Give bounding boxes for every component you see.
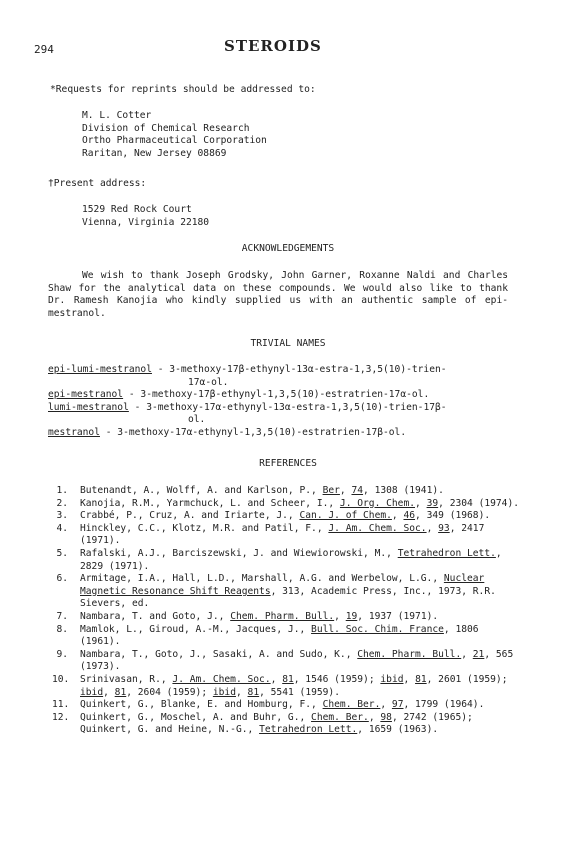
- reference-item: [52, 573, 522, 611]
- citation-underlined: ibid: [80, 686, 104, 698]
- reference-item: [52, 624, 522, 649]
- citation-underlined: 98: [380, 711, 392, 723]
- reference-item: [52, 674, 522, 699]
- reference-text: Butenandt, A., Wolff, A. and Karlson, P., Ber, 74, 1308 (1941).: [80, 485, 444, 496]
- reprints-address: [82, 110, 267, 160]
- trivial-name: lumi-mestranol: [48, 401, 129, 413]
- citation-underlined: 97: [391, 699, 404, 711]
- reference-text: Hinckley, C.C., Klotz, M.R. and Patil, F., J. Am. Chem. Soc., 93, 2417 (1971).: [80, 522, 485, 547]
- reference-text: Nambara, T. and Goto, J., Chem. Pharm. Bull., 19, 1937 (1971).: [80, 610, 439, 622]
- address-line: Division of Chemical Research: [82, 122, 250, 134]
- references-list: [52, 485, 522, 737]
- address-line: M. L. Cotter: [82, 110, 152, 121]
- address-line: 1529 Red Rock Court: [82, 204, 192, 215]
- citation-underlined: Chem. Pharm. Bull.: [357, 648, 462, 660]
- reference-text: Mamlok, L., Giroud, A.-M., Jacques, J., Bull. Soc. Chim. France, 1806 (1961).: [80, 623, 479, 648]
- reference-item: [52, 712, 522, 737]
- citation-underlined: 21: [472, 648, 485, 660]
- trivial-name-entry: [48, 364, 518, 377]
- reference-number: 10.: [52, 673, 70, 685]
- reference-number: 4.: [56, 522, 68, 534]
- trivial-name-continuation: 17α-ol.: [188, 376, 229, 388]
- citation-underlined: 74: [351, 485, 364, 496]
- trivial-name-entry: [48, 389, 518, 402]
- citation-underlined: Chem. Ber.: [311, 711, 369, 723]
- citation-underlined: Ber: [322, 485, 340, 496]
- citation-underlined: Bull. Soc. Chim. France: [311, 623, 444, 635]
- acknowledgements-text: We wish to thank Joseph Grodsky, John Garner, Roxanne Naldi and Charles Shaw for the analytical data on these compounds. We would also like to thank Dr. Ramesh Kanojia who kindly supplied us with an authentic sample of epi-mestranol.: [48, 270, 508, 319]
- trivial-name-definition: - 3-methoxy-17β-ethynyl-1,3,5(10)-estratrien-17α-ol.: [123, 389, 430, 401]
- reference-text: Kanojia, R.M., Yarmchuck, L. and Scheer, I., J. Org. Chem., 39, 2304 (1974).: [80, 497, 520, 509]
- reference-text: Quinkert, G., Blanke, E. and Homburg, F., Chem. Ber., 97, 1799 (1964).: [80, 699, 485, 711]
- acknowledgements-heading: ACKNOWLEDGEMENTS: [241, 243, 335, 254]
- reference-number: 5.: [56, 547, 68, 559]
- reference-number: 12.: [52, 711, 70, 723]
- page-number: 294: [34, 43, 54, 56]
- reference-item: [52, 699, 522, 712]
- citation-underlined: Chem. Pharm. Bull.: [230, 610, 335, 622]
- reference-text: Rafalski, A.J., Barciszewski, J. and Wiewiorowski, M., Tetrahedron Lett., 2829 (1971).: [80, 547, 502, 572]
- citation-underlined: 39: [426, 497, 439, 509]
- address-line: Raritan, New Jersey 08869: [82, 147, 227, 159]
- citation-underlined: 81: [282, 673, 294, 685]
- citation-underlined: Chem. Ber.: [322, 699, 381, 711]
- reference-number: 8.: [56, 623, 68, 635]
- trivial-name: epi-lumi-mestranol: [48, 364, 152, 375]
- trivial-name-definition: - 3-methoxy-17β-ethynyl-13α-estra-1,3,5(10)-trien-: [151, 364, 447, 375]
- citation-underlined: 81: [114, 686, 127, 698]
- citation-underlined: 81: [415, 673, 427, 685]
- trivial-name-entry: [48, 427, 518, 440]
- reference-item: [52, 510, 522, 523]
- citation-underlined: J. Am. Chem. Soc.: [328, 522, 427, 534]
- address-line: Vienna, Virginia 22180: [82, 216, 210, 228]
- citation-underlined: Nuclear Magnetic Resonance Shift Reagents: [80, 573, 485, 597]
- citation-underlined: J. Am. Chem. Soc.: [172, 673, 271, 685]
- reference-item: [52, 498, 522, 511]
- reference-text: Nambara, T., Goto, J., Sasaki, A. and Sudo, K., Chem. Pharm. Bull., 21, 565 (1973).: [80, 648, 514, 673]
- address-line: Ortho Pharmaceutical Corporation: [82, 135, 267, 147]
- reprints-label: *Requests for reprints should be addressed to:: [50, 84, 316, 95]
- reference-number: 9.: [56, 648, 68, 660]
- trivial-name: epi-mestranol: [48, 389, 124, 401]
- reference-number: 6.: [56, 573, 68, 585]
- citation-underlined: Can. J. of Chem.: [299, 510, 392, 522]
- reference-text: Srinivasan, R., J. Am. Chem. Soc., 81, 1546 (1959); ibid, 81, 2601 (1959); ibid, 81, 2604 (1959); ibid, 81, 5541 (1959).: [80, 673, 508, 698]
- reference-item: [52, 523, 522, 548]
- trivial-name-definition: - 3-methoxy-17α-ethynyl-13α-estra-1,3,5(10)-trien-17β-: [128, 401, 447, 413]
- reference-item: [52, 649, 522, 674]
- reference-text: Armitage, I.A., Hall, L.D., Marshall, A.G. and Werbelow, L.G., Nuclear Magnetic Resonance Shift Reagents, 313, Academic Press, Inc., 1973, R.R. Sievers, ed.: [80, 573, 496, 610]
- trivial-name-definition: - 3-methoxy-17α-ethynyl-1,3,5(10)-estratrien-17β-ol.: [99, 426, 407, 438]
- reference-item: [52, 611, 522, 624]
- reference-number: 3.: [56, 510, 68, 522]
- citation-underlined: J. Org. Chem.: [339, 497, 416, 509]
- trivial-name-continuation: ol.: [188, 414, 206, 426]
- present-address-label: †Present address:: [48, 178, 147, 189]
- references-heading: REFERENCES: [259, 458, 317, 469]
- reference-number: 7.: [56, 610, 68, 622]
- reference-item: [52, 548, 522, 573]
- citation-underlined: 93: [438, 522, 450, 534]
- reference-text: Quinkert, G., Moschel, A. and Buhr, G., Chem. Ber., 98, 2742 (1965); Quinkert, G. and Heine, N.-G., Tetrahedron Lett., 1659 (1963).: [80, 711, 473, 736]
- trivial-name-entry: [48, 402, 518, 415]
- reference-number: 2.: [56, 497, 68, 509]
- reference-number: 1.: [56, 485, 68, 496]
- trivial-name: mestranol: [48, 426, 100, 438]
- citation-underlined: ibid: [212, 686, 236, 698]
- reference-number: 11.: [52, 699, 70, 711]
- citation-underlined: Tetrahedron Lett.: [397, 547, 496, 559]
- citation-underlined: 46: [403, 510, 416, 522]
- present-address: [82, 204, 209, 229]
- citation-underlined: Tetrahedron Lett.: [259, 724, 358, 736]
- trivial-names-heading: TRIVIAL NAMES: [250, 338, 326, 349]
- reference-item: [52, 485, 522, 498]
- reference-text: Crabbé, P., Cruz, A. and Iriarte, J., Can. J. of Chem., 46, 349 (1968).: [80, 510, 491, 522]
- citation-underlined: 81: [247, 686, 260, 698]
- trivial-names-list: [48, 364, 518, 440]
- citation-underlined: ibid: [380, 673, 404, 685]
- citation-underlined: 19: [345, 610, 358, 622]
- running-head: STEROIDS: [224, 37, 322, 55]
